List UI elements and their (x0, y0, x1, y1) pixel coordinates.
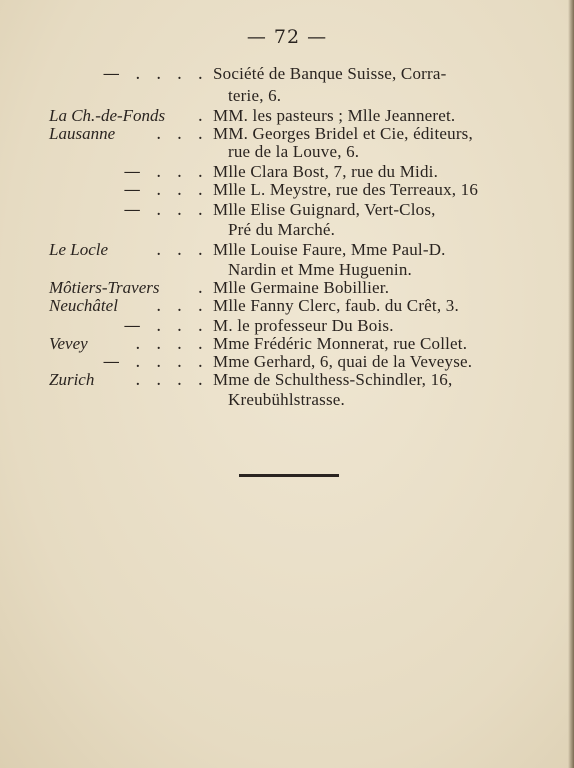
leader-dots: — . . . (123, 162, 208, 182)
entry-text: MM. les pasteurs ; Mlle Jeanneret. (213, 106, 456, 125)
entry-text: Mlle Clara Bost, 7, rue du Midi. (213, 162, 439, 181)
leader-dots: . . . . (135, 334, 208, 354)
entry-text: rue de la Louve, 6. (228, 142, 360, 161)
page-number: — 72 — (246, 26, 328, 48)
entry-text: Nardin et Mme Huguenin. (228, 260, 413, 279)
leader-dots: — . . . . (102, 352, 208, 372)
place-name: Le Locle (49, 240, 109, 259)
leader-dots: . . . (155, 124, 208, 144)
leader-dots: — . . . (123, 180, 208, 200)
entry-text: Mlle Louise Faure, Mme Paul-D. (213, 240, 446, 259)
entry-text: Mme Frédéric Monnerat, rue Collet. (213, 334, 468, 353)
leader-dots: . (197, 278, 208, 298)
table-row (0, 220, 574, 242)
table-row (0, 390, 574, 412)
entry-text: Pré du Marché. (228, 220, 336, 239)
table-row (0, 180, 574, 202)
entry-text: Kreubühlstrasse. (228, 390, 345, 409)
entry-text: MM. Georges Bridel et Cie, éditeurs, (213, 124, 473, 143)
table-row (0, 86, 574, 108)
entry-text: Mlle Fanny Clerc, faub. du Crêt, 3. (213, 296, 459, 315)
entry-text: Mlle Elise Guignard, Vert-Clos, (213, 200, 436, 219)
entry-text: Mlle L. Meystre, rue des Terreaux, 16 (213, 180, 479, 199)
place-name: Môtiers-Travers (49, 278, 160, 297)
leader-dots: — . . . (123, 316, 208, 336)
leader-dots: . . . (155, 240, 208, 260)
place-name: La Ch.-de-Fonds (49, 106, 166, 125)
table-row (0, 240, 574, 262)
table-row (0, 370, 574, 392)
closing-rule (239, 474, 339, 477)
leader-dots: . . . (155, 296, 208, 316)
entry-text: Mlle Germaine Bobillier. (213, 278, 390, 297)
leader-dots: — . . . . (102, 64, 208, 84)
table-row (0, 200, 574, 222)
table-row (0, 142, 574, 164)
leader-dots: . (197, 106, 208, 126)
entry-text: M. le professeur Du Bois. (213, 316, 394, 335)
entry-text: Mme de Schulthess-Schindler, 16, (213, 370, 453, 389)
entry-text: Société de Banque Suisse, Corra- (213, 64, 447, 83)
entry-text: terie, 6. (228, 86, 282, 105)
place-name: Vevey (49, 334, 88, 353)
table-row (0, 64, 574, 86)
place-name: Lausanne (49, 124, 116, 143)
place-name: Zurich (49, 370, 95, 389)
leader-dots: . . . . (135, 370, 208, 390)
leader-dots: — . . . (123, 200, 208, 220)
place-name: Neuchâtel (49, 296, 118, 315)
entry-text: Mme Gerhard, 6, quai de la Veveyse. (213, 352, 473, 371)
table-row (0, 296, 574, 318)
